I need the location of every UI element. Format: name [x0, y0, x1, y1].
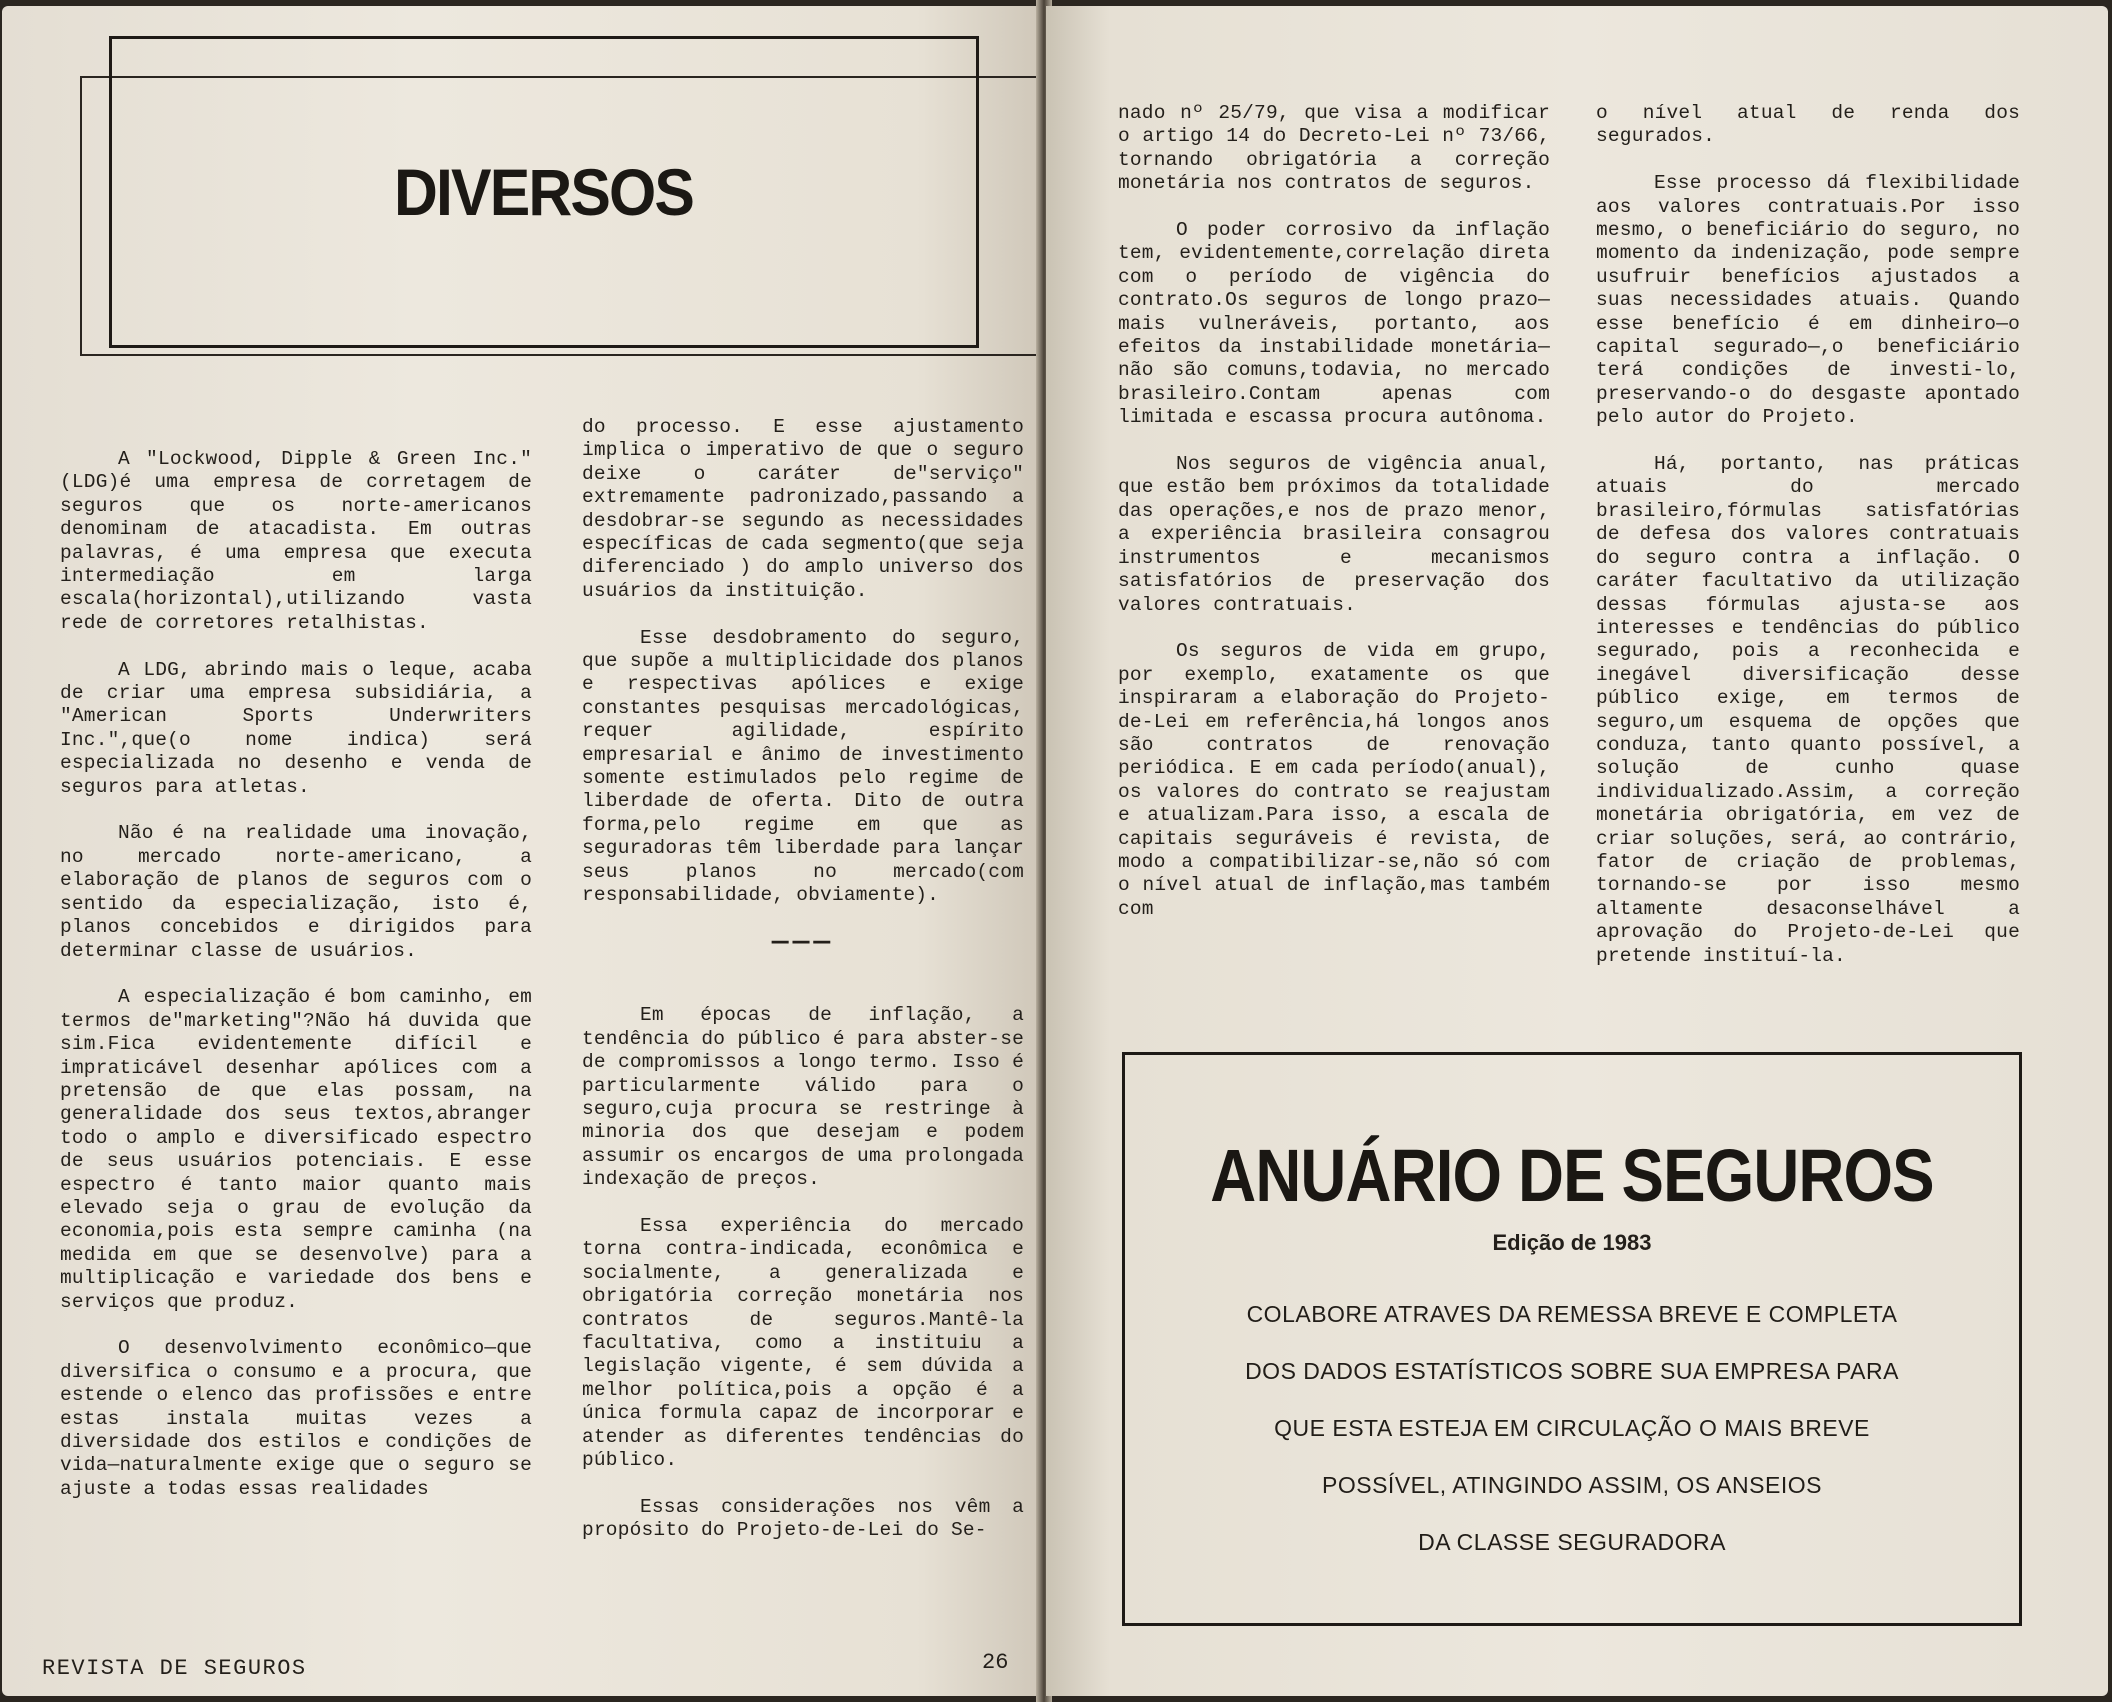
paragraph: Esse processo dá flexibilidade aos valores contratuais.Por isso mesmo, o beneficiário do seguro, no momento da indenização, pode sempre usufruir benefícios ajustados a suas necessidades atuais. Quando esse benefício é em dinheiro—o capital segurado—,o beneficiário terá condições de investi-lo, preservando-o do desgaste apontado pelo autor do Projeto.	[1596, 172, 2020, 429]
advertisement-box	[1122, 1052, 2022, 1626]
paragraph: O desenvolvimento econômico—que diversifica o consumo e a procura, que estende o elenco das profissões e entre estas instala muitas vezes a diversidade dos estilos e condições de vida—naturalmente exige que o seguro se ajuste a todas essas realidades	[60, 1337, 532, 1500]
right-column-2	[1596, 102, 2020, 991]
paragraph: Nos seguros de vigência anual, que estão bem próximos da totalidade das operações,e nos de prazo menor, a experiência brasileira consagrou instrumentos e mecanismos satisfatórios de preservação dos valores contratuais.	[1118, 453, 1550, 616]
advertisement-line: COLABORE ATRAVES DA REMESSA BREVE E COMPLETA	[1246, 1301, 1898, 1327]
section-separator: ———	[771, 926, 835, 958]
paragraph: Essa experiência do mercado torna contra-indicada, econômica e socialmente, a generalizada e obrigatória correção monetária nos contratos de seguros.Mantê-la facultativa, como a instituiu a legislação vigente, é sem dúvida a melhor política,pois a opção é a única formula capaz de incorporar e atender as diferentes tendências do público.	[582, 1214, 1024, 1472]
advertisement-line: DOS DADOS ESTATÍSTICOS SOBRE SUA EMPRESA PARA	[1245, 1358, 1899, 1384]
paragraph: Há, portanto, nas práticas atuais do mercado brasileiro,fórmulas satisfatórias de defesa dos valores contratuais do seguro contra a inflação. O caráter facultativo da utilização dessas fórmulas ajusta-se aos interesses e tendências do público segurado, pois a reconhecida e inegável diversificação desse público exige, em termos de seguro,um esquema de opções que conduza, tanto quanto possível, a solução de cunho quase individualizado.Assim, a correção monetária obrigatória, em vez de criar soluções, será, ao contrário, fator de criação de problemas, tornando-se por isso mesmo altamente desaconselhável a aprovação do Projeto-de-Lei que pretende instituí-la.	[1596, 453, 2020, 967]
advertisement-line: DA CLASSE SEGURADORA	[1418, 1529, 1726, 1555]
left-column-1	[60, 448, 532, 1525]
paragraph: Não é na realidade uma inovação, no mercado norte-americano, a elaboração de planos de seguros com o sentido da especialização, isto é, planos concebidos e dirigidos para determinar classe de usuários.	[60, 822, 532, 962]
paragraph: do processo. E esse ajustamento implica o imperativo de que o seguro deixe o caráter de"serviço" extremamente padronizado,passando a desdobrar-se segundo as necessidades específicas de cada segmento(que seja diferenciado ) do amplo universo dos usuários da instituição.	[582, 416, 1024, 602]
magazine-name: REVISTA DE SEGUROS	[42, 1656, 307, 1681]
section-title: DIVERSOS	[394, 155, 694, 229]
paragraph: o nível atual de renda dos segurados.	[1596, 102, 2020, 148]
right-column-1	[1118, 102, 1550, 945]
paragraph: nado nº 25/79, que visa a modificar o artigo 14 do Decreto-Lei nº 73/66, tornando obrigatória a correção monetária nos contratos de seguros.	[1118, 102, 1550, 195]
paragraph: Os seguros de vida em grupo, por exemplo, exatamente os que inspiraram a elaboração do Projeto-de-Lei em referência,há longos anos são contratos de renovação periódica. E em cada período(anual), os valores do contrato se reajustam e atualizam.Para isso, a escala de capitais seguráveis é revista, de modo a compatibilizar-se,não só com o nível atual de inflação,mas também com	[1118, 640, 1550, 920]
page-number: 26	[982, 1650, 1009, 1675]
left-column-2	[582, 416, 1024, 1566]
paragraph: O poder corrosivo da inflação tem, evidentemente,correlação direta com o período de vigência do contrato.Os seguros de longo prazo—mais vulneráveis, portanto, aos efeitos da instabilidade monetária—não são comuns,todavia, no mercado brasileiro.Contam apenas com limitada e escassa procura autônoma.	[1118, 219, 1550, 429]
advertisement-title: ANUÁRIO DE SEGUROS	[1210, 1134, 1934, 1217]
paragraph: Essas considerações nos vêm a propósito do Projeto-de-Lei do Se-	[582, 1495, 1024, 1542]
advertisement-line: QUE ESTA ESTEJA EM CIRCULAÇÃO O MAIS BREVE	[1274, 1415, 1870, 1441]
paragraph: A especialização é bom caminho, em termos de"marketing"?Não há duvida que sim.Fica evidentemente difícil e impraticável desenhar apólices com a pretensão de que elas possam, na generalidade dos seus textos,abranger todo o amplo e diversificado espectro de seus usuários potenciais. E esse espectro é tanto maior quanto mais elevado seja o grau de evolução da economia,pois esta sempre caminha (na medida em que se desenvolve) para a multiplicação e variedade dos bens e serviços que produz.	[60, 986, 532, 1313]
advertisement-text	[1125, 1286, 2019, 1571]
paragraph: Em épocas de inflação, a tendência do público é para abster-se de compromissos a longo termo. Isso é particularmente válido para o seguro,cuja procura se restringe à minoria dos que desejam e podem assumir os encargos de uma prolongada indexação de preços.	[582, 1004, 1024, 1191]
paragraph: A LDG, abrindo mais o leque, acaba de criar uma empresa subsidiária, a "American Sports Underwriters Inc.",que(o nome indica) será especializada no desenho e venda de seguros para atletas.	[60, 658, 532, 798]
left-page	[2, 6, 1042, 1696]
paragraph: A "Lockwood, Dipple & Green Inc."(LDG)é uma empresa de corretagem de seguros que os norte-americanos denominam de atacadista. Em outras palavras, é uma empresa que executa intermediação em larga escala(horizontal),utilizando vasta rede de corretores retalhistas.	[60, 448, 532, 634]
advertisement-edition: Edição de 1983	[1492, 1230, 1652, 1255]
title-frame	[109, 36, 979, 348]
advertisement-line: POSSÍVEL, ATINGINDO ASSIM, OS ANSEIOS	[1322, 1472, 1822, 1498]
paragraph: Esse desdobramento do seguro, que supõe a multiplicidade dos planos e respectivas apólices e exige constantes pesquisas mercadológicas, requer agilidade, espírito empresarial e ânimo de investimento somente estimulados pelo regime de liberdade de oferta. Dito de outra forma,pelo regime em que as seguradoras têm liberdade para lançar seus planos no mercado(com responsabilidade, obviamente).	[582, 626, 1024, 907]
right-page	[1046, 6, 2108, 1696]
